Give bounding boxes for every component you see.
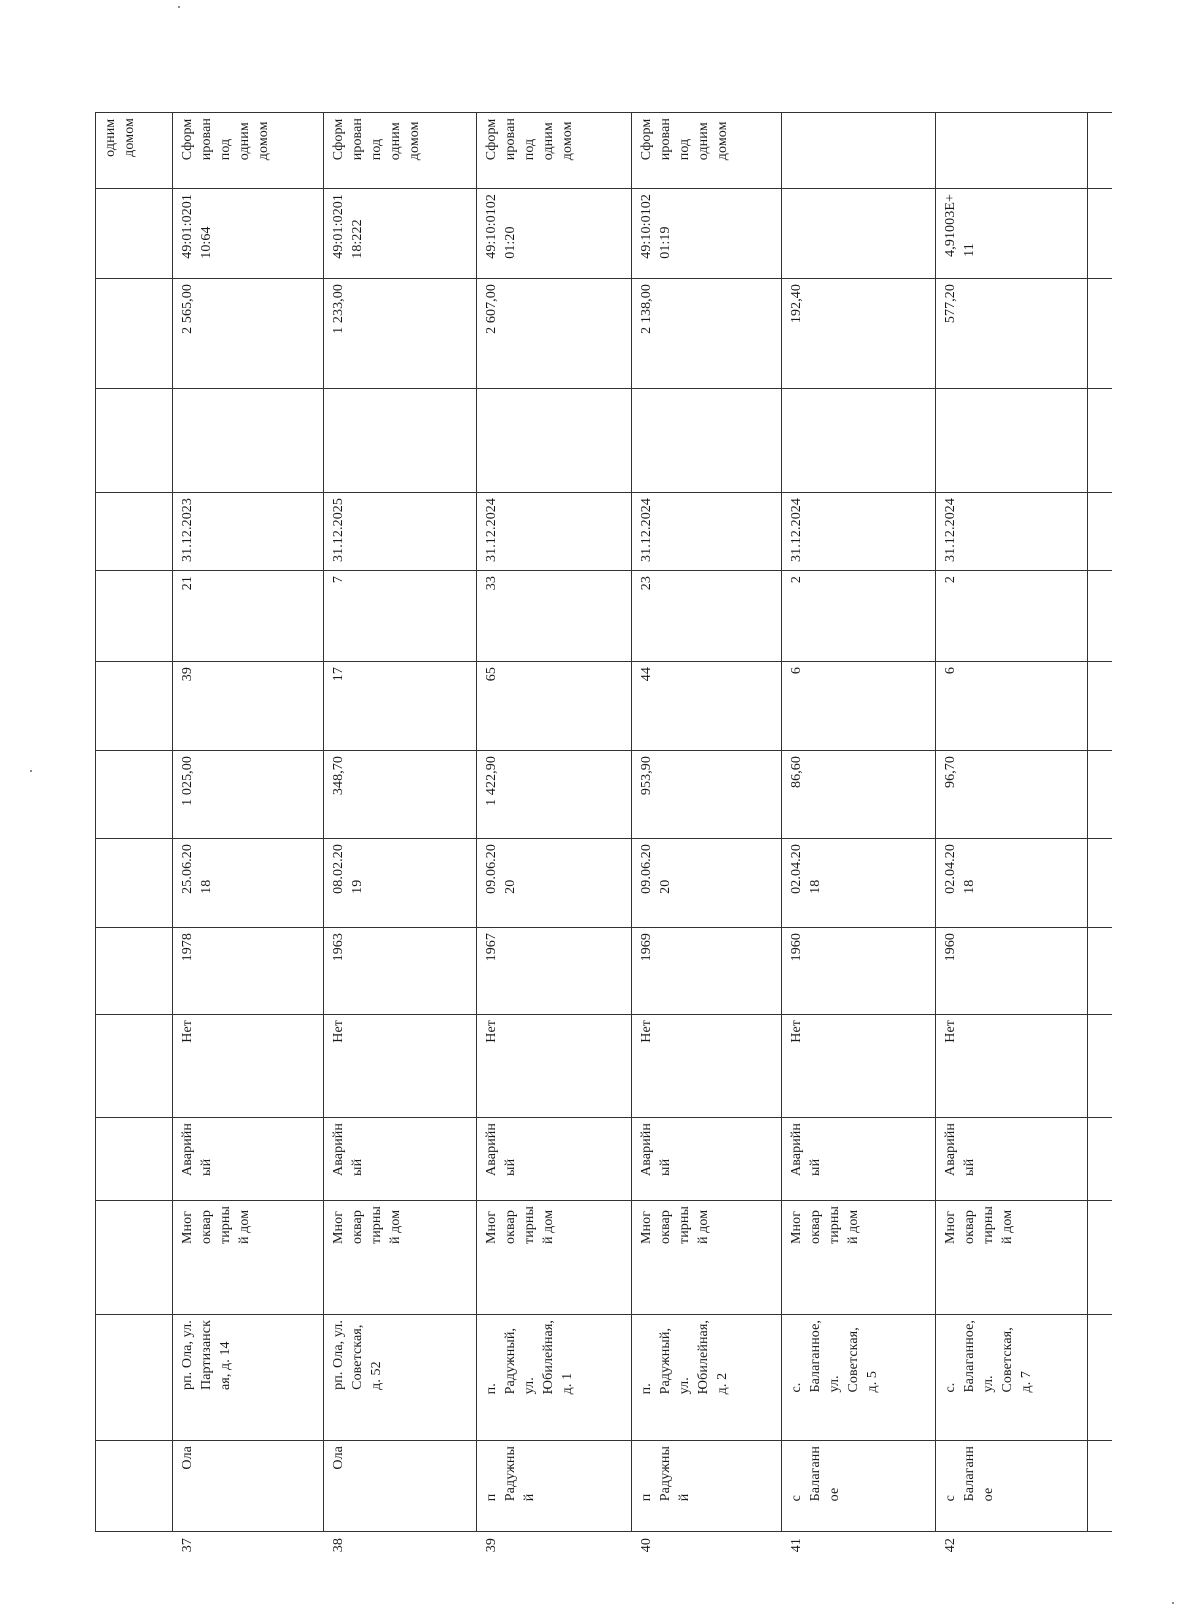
cadastral-number: 49:01:0201 18:222 — [331, 194, 365, 259]
cadastral-number-cell — [172, 188, 323, 278]
residents-cell — [631, 661, 781, 750]
area-total: 2 138,00 — [639, 284, 654, 334]
header-cell-cell — [95, 570, 172, 661]
area-cell — [323, 750, 476, 838]
condition-cell — [172, 1117, 323, 1200]
area-total: 192,40 — [789, 284, 804, 324]
year-built-cell — [935, 927, 1088, 1014]
residents-cell — [172, 661, 323, 750]
deadline: 31.12.2025 — [331, 498, 346, 562]
header-cell-cell — [95, 188, 172, 278]
grid-line-horizontal — [95, 1014, 1112, 1015]
area-cell — [781, 750, 935, 838]
year-built: 1963 — [331, 933, 346, 962]
recognition-date-cell — [476, 838, 631, 927]
condition: Аварийн ый — [331, 1123, 365, 1176]
area-cell — [172, 750, 323, 838]
grid-line-horizontal — [95, 188, 1112, 189]
house-type: Мног оквар тирны й дом — [789, 1206, 861, 1245]
row-number: 37 — [180, 1538, 195, 1553]
house-type-cell — [781, 1200, 935, 1314]
deadline: 31.12.2024 — [484, 498, 499, 562]
residents: 39 — [180, 667, 195, 682]
condition-cell — [323, 1117, 476, 1200]
premises-cell — [781, 570, 935, 661]
header-cell-cell — [95, 1440, 172, 1532]
header-cell-cell — [95, 838, 172, 927]
residents-cell — [781, 661, 935, 750]
year-built-cell — [476, 927, 631, 1014]
premises-cell — [476, 570, 631, 661]
area-total: 1 233,00 — [331, 284, 346, 334]
included-flag: Нет — [943, 1020, 958, 1043]
address-cell — [172, 1314, 323, 1440]
cadastral-number: 49:01:0201 10:64 — [180, 194, 214, 259]
grid-line-vertical — [323, 112, 324, 1532]
locality: Ола — [180, 1446, 195, 1470]
grid-line-vertical — [1087, 112, 1088, 1532]
house-type-cell — [323, 1200, 476, 1314]
year-built-cell — [631, 927, 781, 1014]
header-cell-cell — [95, 750, 172, 838]
land-status-cell — [323, 112, 476, 188]
land-status-cell — [781, 112, 935, 188]
row-number: 40 — [639, 1538, 654, 1553]
header-cell-cell — [95, 1314, 172, 1440]
house-type: Мног оквар тирны й дом — [484, 1206, 556, 1245]
cadastral-number: 4,91003E+ 11 — [943, 194, 977, 257]
address-cell — [476, 1314, 631, 1440]
premises: 21 — [180, 576, 195, 591]
condition: Аварийн ый — [639, 1123, 673, 1176]
grid-line-horizontal — [95, 570, 1112, 571]
locality-cell — [781, 1440, 935, 1532]
recognition-date: 02.04.20 18 — [789, 844, 823, 894]
year-built: 1960 — [789, 933, 804, 962]
grid-line-vertical — [95, 112, 96, 1532]
included-flag-cell — [172, 1014, 323, 1117]
blank-cell — [323, 388, 476, 492]
blank-cell — [631, 388, 781, 492]
house-type-cell — [935, 1200, 1088, 1314]
premises-cell — [631, 570, 781, 661]
area-total: 577,20 — [943, 284, 958, 324]
scan-speck — [30, 770, 32, 772]
locality: п Радужны й — [639, 1446, 692, 1502]
grid-line-horizontal — [95, 1200, 1112, 1201]
deadline-cell — [935, 492, 1088, 570]
recognition-date-cell — [781, 838, 935, 927]
year-built: 1960 — [943, 933, 958, 962]
header-cell-cell — [95, 661, 172, 750]
grid-line-horizontal — [95, 388, 1112, 389]
cadastral-number-cell — [323, 188, 476, 278]
grid-line-horizontal — [95, 661, 1112, 662]
premises-cell — [172, 570, 323, 661]
land-status: Сформ ирован под одним домом — [639, 118, 730, 161]
address-cell — [781, 1314, 935, 1440]
land-status: Сформ ирован под одним домом — [180, 118, 271, 161]
area-total-cell — [476, 278, 631, 388]
premises-cell — [935, 570, 1088, 661]
land-status-cell — [476, 112, 631, 188]
condition-cell — [935, 1117, 1088, 1200]
blank-cell — [172, 388, 323, 492]
recognition-date: 02.04.20 18 — [943, 844, 977, 894]
blank-cell — [781, 388, 935, 492]
locality: с Балаганн ое — [789, 1446, 842, 1502]
area-total-cell — [323, 278, 476, 388]
blank-cell — [935, 388, 1088, 492]
deadline: 31.12.2023 — [180, 498, 195, 562]
address-cell — [935, 1314, 1088, 1440]
header-cell-cell — [95, 1014, 172, 1117]
cadastral-number: 49:10:0102 01:20 — [484, 194, 518, 259]
year-built-cell — [172, 927, 323, 1014]
area: 86,60 — [789, 756, 804, 788]
grid-line-horizontal — [95, 1440, 1112, 1441]
residents: 6 — [943, 667, 958, 675]
land-status: Сформ ирован под одним домом — [331, 118, 422, 161]
house-type: Мног оквар тирны й дом — [180, 1206, 252, 1245]
residents-cell — [935, 661, 1088, 750]
address: с. Балаганное, ул. Советская, д. 7 — [943, 1320, 1034, 1393]
cadastral-number-cell — [631, 188, 781, 278]
recognition-date-cell — [323, 838, 476, 927]
year-built-cell — [781, 927, 935, 1014]
header-cell-cell — [95, 927, 172, 1014]
area-total-cell — [172, 278, 323, 388]
deadline: 31.12.2024 — [943, 498, 958, 562]
grid-line-vertical — [172, 112, 173, 1532]
residents: 17 — [331, 667, 346, 682]
header-cell-cell — [95, 1117, 172, 1200]
grid-line-vertical — [631, 112, 632, 1532]
grid-line-horizontal — [95, 112, 1112, 113]
address: рп. Ола, ул. Советская, д. 52 — [331, 1320, 384, 1390]
address-cell — [631, 1314, 781, 1440]
row-number: 39 — [484, 1538, 499, 1553]
cadastral-number-cell — [935, 188, 1088, 278]
land-status-cell — [935, 112, 1088, 188]
deadline-cell — [781, 492, 935, 570]
blank-cell — [476, 388, 631, 492]
area-cell — [631, 750, 781, 838]
house-type: Мног оквар тирны й дом — [943, 1206, 1015, 1245]
included-flag-cell — [935, 1014, 1088, 1117]
recognition-date-cell — [172, 838, 323, 927]
locality-cell — [323, 1440, 476, 1532]
year-built: 1969 — [639, 933, 654, 962]
residents: 44 — [639, 667, 654, 682]
address: с. Балаганное, ул. Советская, д. 5 — [789, 1320, 880, 1393]
condition-cell — [781, 1117, 935, 1200]
address: п. Радужный, ул. Юбилейная, д. 2 — [639, 1320, 730, 1395]
grid-line-vertical — [935, 112, 936, 1532]
rotated-housing-table — [95, 112, 1112, 1553]
area-cell — [935, 750, 1088, 838]
land-status: Сформ ирован под одним домом — [484, 118, 575, 161]
address: рп. Ола, ул. Партизанск ая, д. 14 — [180, 1320, 233, 1391]
year-built-cell — [323, 927, 476, 1014]
area: 1 422,90 — [484, 756, 499, 806]
row-number: 38 — [331, 1538, 346, 1553]
included-flag-cell — [631, 1014, 781, 1117]
premises: 2 — [943, 576, 958, 584]
included-flag: Нет — [331, 1020, 346, 1043]
condition: Аварийн ый — [484, 1123, 518, 1176]
locality: с Балаганн ое — [943, 1446, 996, 1502]
locality: п Радужны й — [484, 1446, 537, 1502]
grid-line-horizontal — [95, 492, 1112, 493]
condition: Аварийн ый — [180, 1123, 214, 1176]
condition: Аварийн ый — [789, 1123, 823, 1176]
area: 96,70 — [943, 756, 958, 788]
house-type-cell — [631, 1200, 781, 1314]
grid-line-horizontal — [95, 1531, 1112, 1532]
header-cell-cell — [95, 492, 172, 570]
included-flag: Нет — [180, 1020, 195, 1043]
deadline-cell — [476, 492, 631, 570]
address-cell — [323, 1314, 476, 1440]
row-number: 41 — [789, 1538, 804, 1553]
premises: 23 — [639, 576, 654, 591]
locality-cell — [476, 1440, 631, 1532]
row-number: 42 — [943, 1538, 958, 1553]
grid-line-horizontal — [95, 1314, 1112, 1315]
grid-line-vertical — [781, 112, 782, 1532]
grid-line-vertical — [476, 112, 477, 1532]
area: 348,70 — [331, 756, 346, 796]
grid-line-horizontal — [95, 838, 1112, 839]
residents-cell — [476, 661, 631, 750]
area-total-cell — [935, 278, 1088, 388]
house-type-cell — [476, 1200, 631, 1314]
recognition-date: 09.06.20 20 — [639, 844, 673, 894]
area-cell — [476, 750, 631, 838]
recognition-date: 09.06.20 20 — [484, 844, 518, 894]
area-total-cell — [631, 278, 781, 388]
area-total: 2 607,00 — [484, 284, 499, 334]
area-total-cell — [781, 278, 935, 388]
premises: 33 — [484, 576, 499, 591]
house-type: Мног оквар тирны й дом — [639, 1206, 711, 1245]
condition-cell — [476, 1117, 631, 1200]
land-status-cell — [631, 112, 781, 188]
deadline-cell — [172, 492, 323, 570]
deadline: 31.12.2024 — [789, 498, 804, 562]
header-cell-cell — [95, 1200, 172, 1314]
recognition-date-cell — [935, 838, 1088, 927]
scan-speck — [178, 6, 180, 8]
recognition-date: 08.02.20 19 — [331, 844, 365, 894]
condition-cell — [631, 1117, 781, 1200]
year-built: 1967 — [484, 933, 499, 962]
locality-cell — [935, 1440, 1088, 1532]
area-total: 2 565,00 — [180, 284, 195, 334]
premises-cell — [323, 570, 476, 661]
included-flag-cell — [476, 1014, 631, 1117]
included-flag-cell — [781, 1014, 935, 1117]
grid-line-horizontal — [95, 278, 1112, 279]
grid-line-horizontal — [95, 750, 1112, 751]
house-type: Мног оквар тирны й дом — [331, 1206, 403, 1245]
residents-cell — [323, 661, 476, 750]
cadastral-number: 49:10:0102 01:19 — [639, 194, 673, 259]
header-cell-cell — [95, 388, 172, 492]
included-flag: Нет — [789, 1020, 804, 1043]
grid-line-horizontal — [95, 927, 1112, 928]
grid-line-horizontal — [95, 1117, 1112, 1118]
recognition-date-cell — [631, 838, 781, 927]
address: п. Радужный, ул. Юбилейная, д. 1 — [484, 1320, 575, 1395]
residents: 6 — [789, 667, 804, 675]
header-cell-cell — [95, 112, 172, 188]
premises: 7 — [331, 576, 346, 584]
deadline: 31.12.2024 — [639, 498, 654, 562]
condition: Аварийн ый — [943, 1123, 977, 1176]
deadline-cell — [631, 492, 781, 570]
locality-cell — [631, 1440, 781, 1532]
header-cell: одним домом — [103, 118, 137, 157]
deadline-cell — [323, 492, 476, 570]
scan-speck — [1172, 1602, 1174, 1604]
year-built: 1978 — [180, 933, 195, 962]
included-flag: Нет — [484, 1020, 499, 1043]
recognition-date: 25.06.20 18 — [180, 844, 214, 894]
residents: 65 — [484, 667, 499, 682]
land-status-cell — [172, 112, 323, 188]
cadastral-number-cell — [781, 188, 935, 278]
locality: Ола — [331, 1446, 346, 1470]
area: 1 025,00 — [180, 756, 195, 806]
locality-cell — [172, 1440, 323, 1532]
area: 953,90 — [639, 756, 654, 796]
cadastral-number-cell — [476, 188, 631, 278]
header-cell-cell — [95, 278, 172, 388]
house-type-cell — [172, 1200, 323, 1314]
premises: 2 — [789, 576, 804, 584]
included-flag: Нет — [639, 1020, 654, 1043]
included-flag-cell — [323, 1014, 476, 1117]
